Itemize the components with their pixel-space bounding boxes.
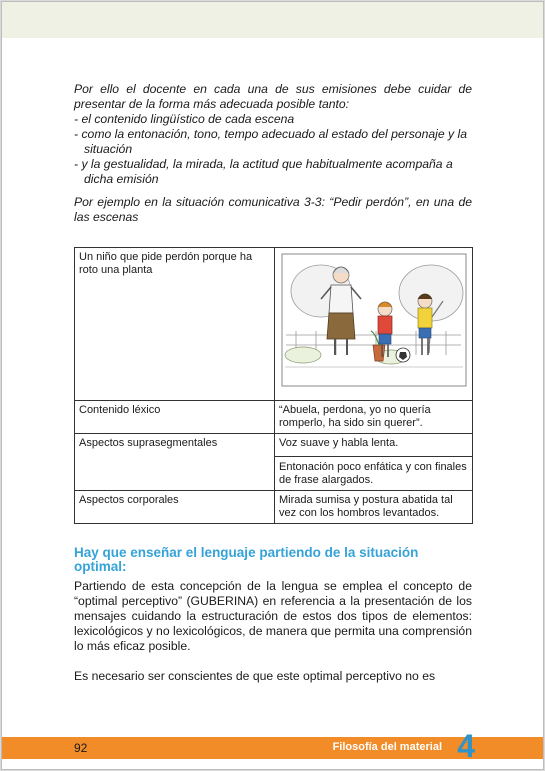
row-label: Aspectos corporales xyxy=(75,491,275,524)
section-body xyxy=(74,579,472,684)
scene-label: Un niño que pide perdón porque ha roto una planta xyxy=(79,251,253,276)
row-label: Contenido léxico xyxy=(75,401,275,434)
list-item: - y la gestualidad, la mirada, la actitud que habitualmente acompaña a dicha emisión xyxy=(74,157,453,186)
row-label: Aspectos suprasegmentales xyxy=(75,434,275,491)
intro-list xyxy=(74,112,472,187)
row-value-text: Entonación poco enfática y con finales de frase alargados. xyxy=(275,456,472,487)
page-number: 92 xyxy=(74,741,88,755)
table-row xyxy=(75,434,473,491)
scene-illustration-icon xyxy=(281,253,467,387)
table-row xyxy=(75,248,473,401)
row-value-text: Voz suave y habla lenta. xyxy=(279,437,399,449)
illustration-cell xyxy=(275,248,473,401)
row-value-text: “Abuela, perdona, yo no quería romperlo, ha sido sin querer”. xyxy=(279,404,431,429)
row-value-text: Mirada sumisa y postura abatida tal vez con los hombros levantados. xyxy=(279,494,453,519)
example-paragraph: Por ejemplo en la situación comunicativa 3-3: “Pedir perdón”, en una de las escenas xyxy=(74,195,472,224)
row-value xyxy=(275,491,473,524)
footer-title: Filosofía del material xyxy=(332,741,442,753)
chapter-number: 4 xyxy=(457,728,475,764)
list-item: - el contenido lingüístico de cada escena xyxy=(74,112,295,126)
intro-block xyxy=(74,82,472,225)
section-paragraph: Es necesario ser conscientes de que este optimal perceptivo no es xyxy=(74,669,436,683)
scene-table xyxy=(74,247,473,524)
row-value xyxy=(275,434,473,491)
table-row xyxy=(75,491,473,524)
document-page xyxy=(1,1,544,770)
row-value xyxy=(275,401,473,434)
section-paragraph: Partiendo de esta concepción de la lengua se emplea el concepto de “optimal perceptivo” (GUBERINA) en referencia a la presentación de los mensajes cuidando la estructuración de estos dos tipos de elementos: lexicológicos y no lexicológicos, de manera que permita una comprensión lo más eficaz posible. xyxy=(74,579,472,653)
section-heading: Hay que enseñar el lenguaje partiendo de la situación optimal: xyxy=(74,545,419,574)
table-row xyxy=(75,401,473,434)
list-item: - como la entonación, tono, tempo adecuado al estado del personaje y la situación xyxy=(74,127,467,156)
intro-paragraph: Por ello el docente en cada una de sus emisiones debe cuidar de presentar de la forma más adecuada posible tanto: xyxy=(74,82,472,111)
footer-band xyxy=(2,728,543,764)
scene-label-cell xyxy=(75,248,275,401)
top-band xyxy=(2,2,543,38)
